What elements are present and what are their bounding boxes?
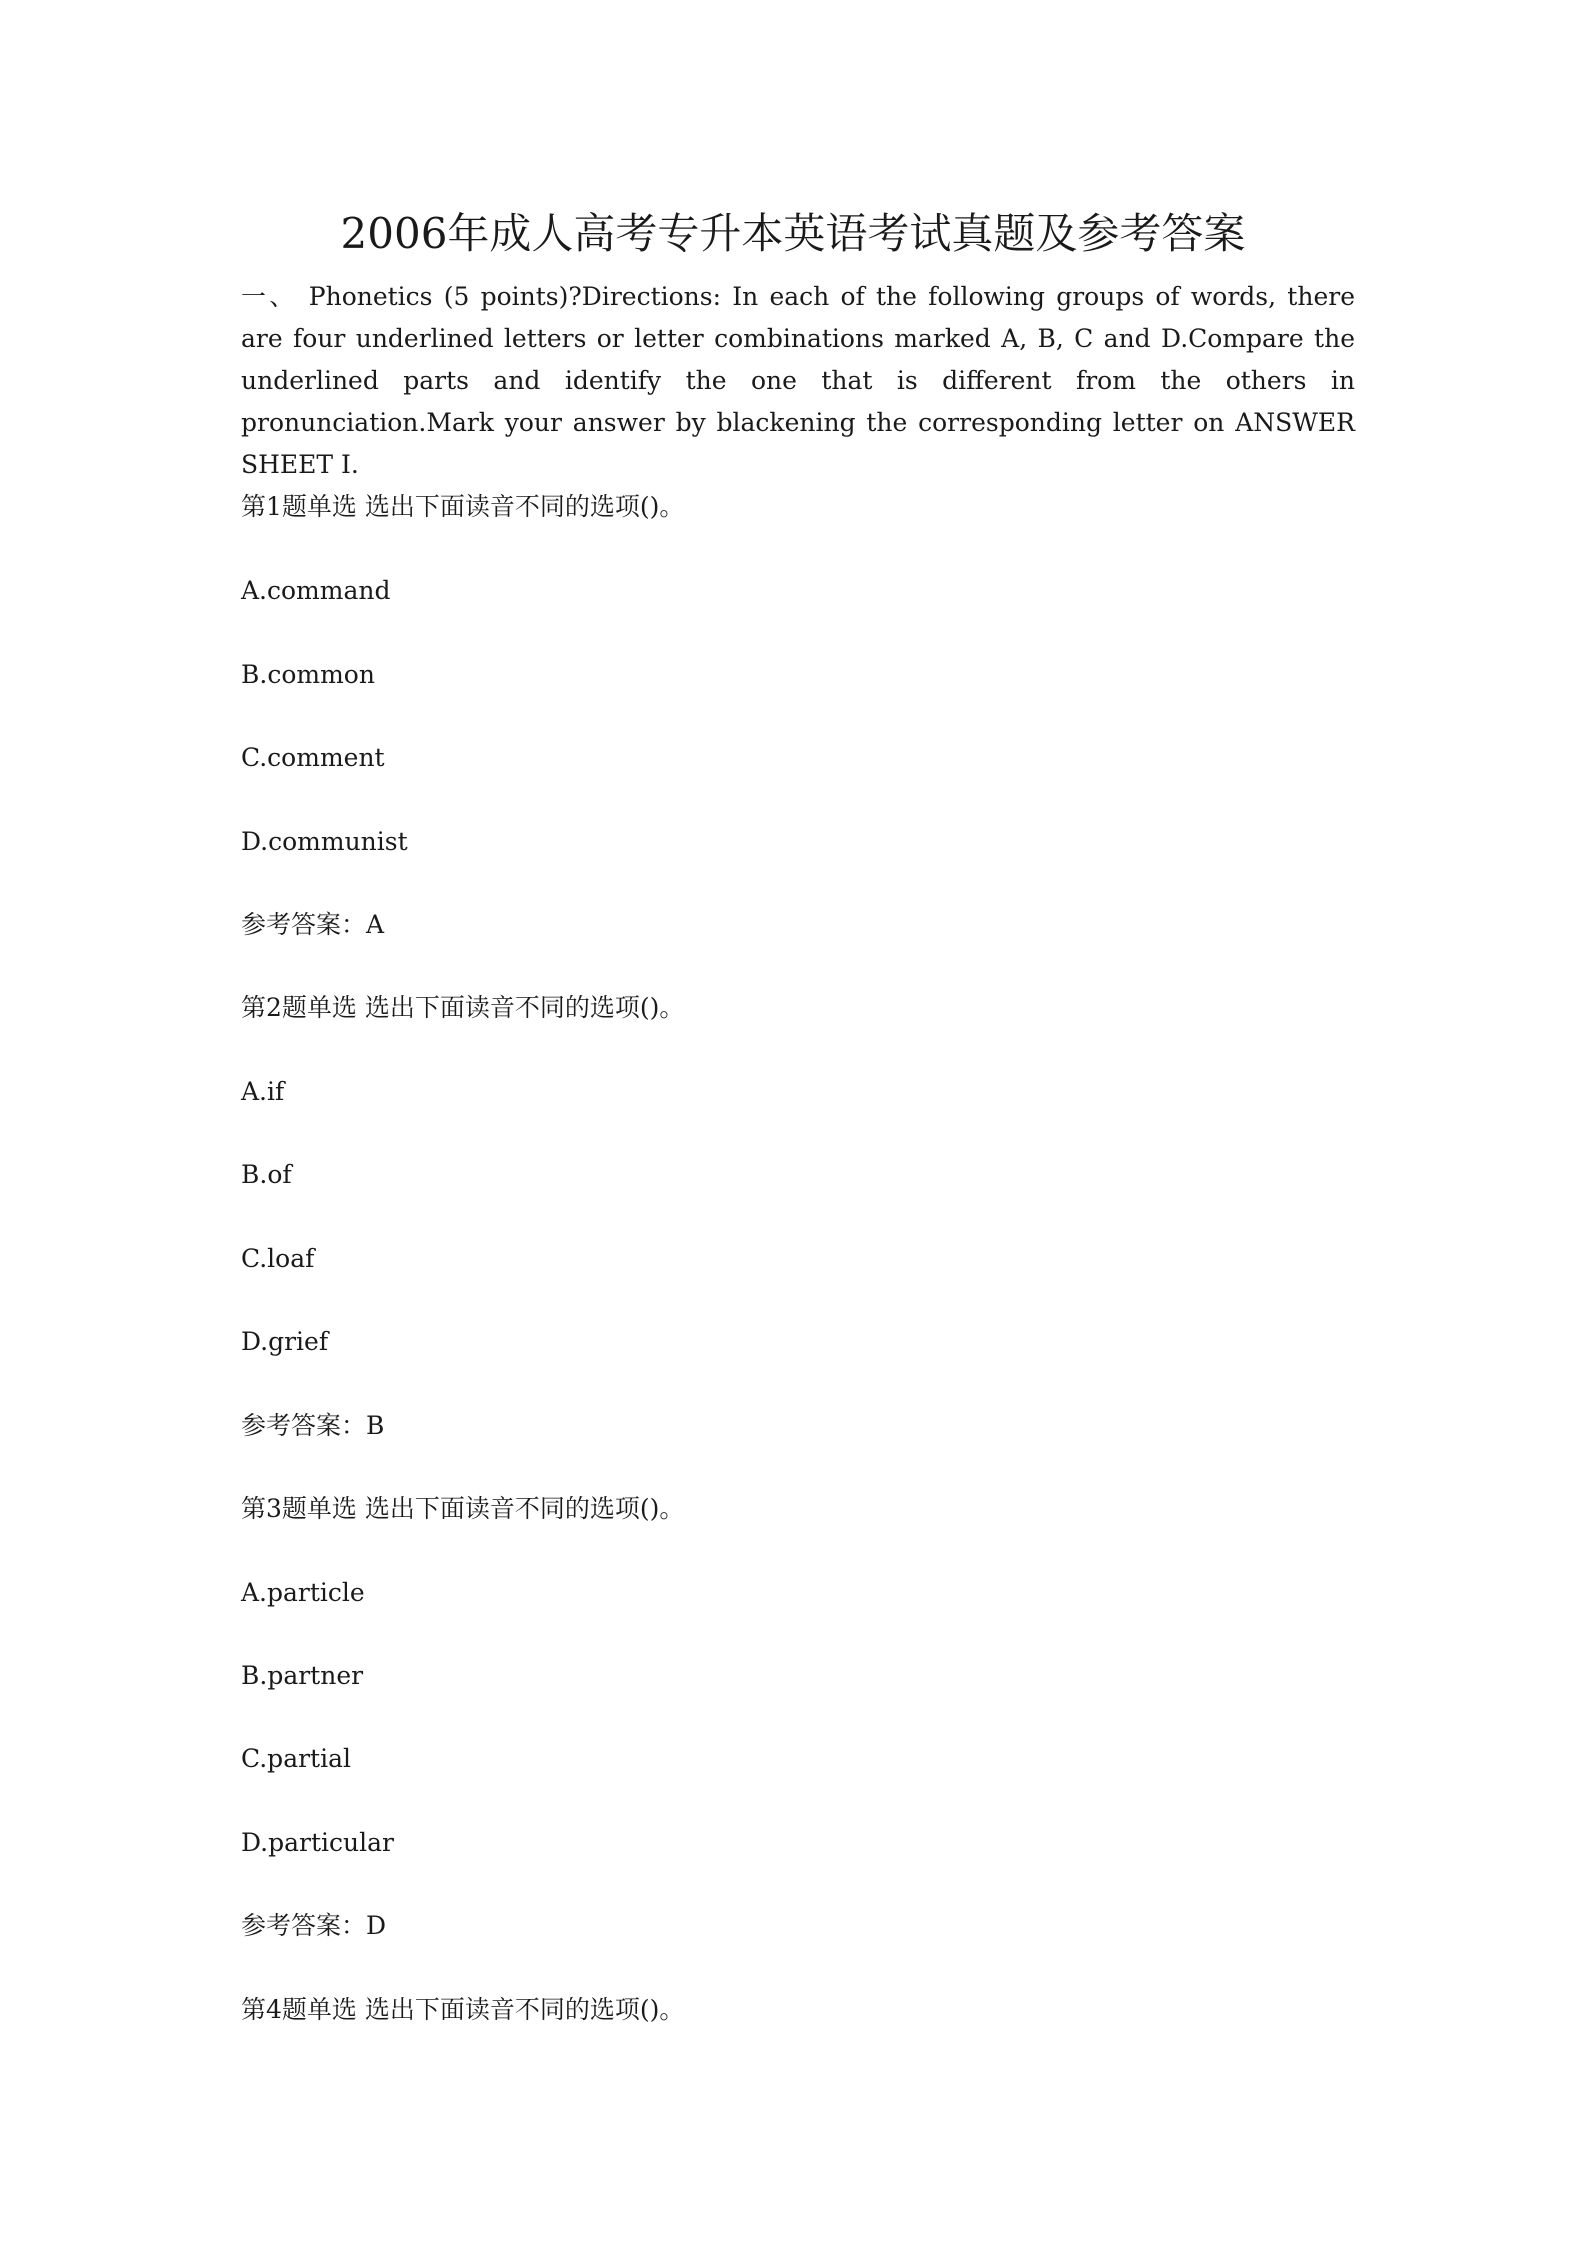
option-b: B.common xyxy=(241,660,375,689)
option-a: A.particle xyxy=(241,1578,365,1607)
question-prompt: 第1题单选 选出下面读音不同的选项()。 xyxy=(241,492,685,521)
answer-line: 参考答案：A xyxy=(241,910,385,939)
option-b: B.partner xyxy=(241,1661,364,1690)
question-prompt: 第3题单选 选出下面读音不同的选项()。 xyxy=(241,1494,685,1523)
document-title: 2006年成人高考专升本英语考试真题及参考答案 xyxy=(340,209,1246,258)
option-c: C.partial xyxy=(241,1744,351,1773)
answer-line: 参考答案：B xyxy=(241,1411,385,1440)
option-a: A.command xyxy=(241,576,391,605)
option-d: D.particular xyxy=(241,1828,394,1857)
option-d: D.grief xyxy=(241,1327,329,1356)
option-b: B.of xyxy=(241,1160,292,1189)
option-a: A.if xyxy=(241,1077,285,1106)
option-d: D.communist xyxy=(241,827,408,856)
question-prompt: 第4题单选 选出下面读音不同的选项()。 xyxy=(241,1995,685,2024)
section-intro: 一、 Phonetics (5 points)?Directions: In each of the following groups of words, there are four underlined letters or letter combinations marked A, B, C and D.Compare the underlined parts and identify the one that is different from the others in pronunciation.Mark your answer by blackening the corresponding letter on ANSWER SHEET Ⅰ. xyxy=(241,282,1355,479)
question-prompt: 第2题单选 选出下面读音不同的选项()。 xyxy=(241,993,685,1022)
option-c: C.comment xyxy=(241,743,385,772)
option-c: C.loaf xyxy=(241,1244,315,1273)
answer-line: 参考答案：D xyxy=(241,1911,387,1940)
